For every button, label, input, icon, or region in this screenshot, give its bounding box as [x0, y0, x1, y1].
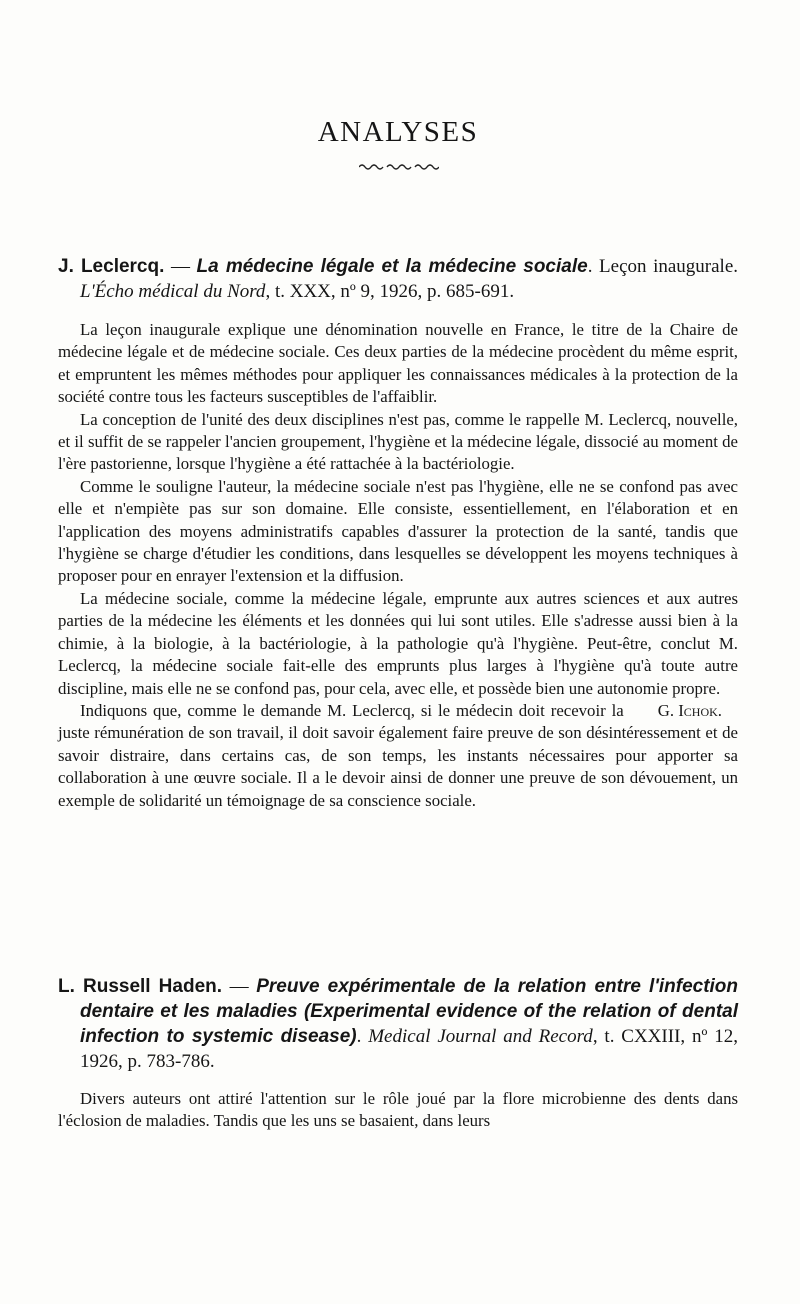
- paragraph-last: [58, 700, 738, 812]
- review-body: [58, 1088, 738, 1133]
- ornament-divider: [359, 161, 439, 173]
- review-heading: [58, 974, 738, 1074]
- paragraph: Divers auteurs ont attiré l'attention sur le rôle joué par la flore microbienne des dents dans l'éclosion de maladies. Tandis que les uns se basaient, dans leurs: [58, 1089, 738, 1131]
- review-heading: [58, 254, 738, 304]
- paragraph: La leçon inaugurale explique une dénomination nouvelle en France, le titre de la Chaire de médecine légale et de médecine sociale. Ces deux parties de la médecine procèdent du même esprit, et empruntent les mêmes méthodes pour appliquer les connaissances médicales à la protection de la société contre tous les facteurs susceptibles de l'affaiblir.: [58, 320, 738, 407]
- paragraph: La médecine sociale, comme la médecine légale, emprunte aux autres sciences et aux autres parties de la médecine les éléments et les données qui lui sont utiles. Elle s'adresse aussi bien à la chimie, à la biologie, à la bactériologie, à la pathologie qu'à l'hygiène. Peut-être, conclut M. Leclercq, la médecine sociale fait-elle des emprunts plus larges à l'hygiène qu'à toute autre discipline, mais elle ne se confond pas, pour cela, avec elle, et possède bien une autonomie propre.: [58, 588, 738, 698]
- review-haden: [58, 974, 738, 1133]
- review-reference: , t. CXXIII, nº 12, 1926, p. 783-786.: [80, 1026, 738, 1072]
- heading-punctuation: .: [356, 1026, 369, 1047]
- review-source: Medical Journal and Record: [368, 1026, 593, 1047]
- paragraph: La conception de l'unité des deux disciplines n'est pas, comme le rappelle M. Leclercq, nouvelle, et il suffit de se rappeler l'ancien groupement, l'hygiène et la médecine légale, dissocié au moment de l'ère pastorienne, lorsque l'hygiène a été rattachée à la bactériologie.: [58, 409, 738, 474]
- page-title: ANALYSES: [317, 116, 479, 148]
- reviewer-signature: G. Ichok.: [657, 700, 722, 720]
- review-title: Preuve expérimentale de la relation entre l'infection dentaire et les maladies (Experimental evidence of the relation of dental infection to systemic disease): [80, 976, 739, 1047]
- page: [58, 0, 738, 1304]
- review-source: L'Écho médical du Nord: [80, 281, 266, 302]
- review-title: La médecine légale et la médecine sociale: [196, 256, 588, 277]
- review-author: L. Russell Haden.: [58, 976, 223, 997]
- review-author: J. Leclercq.: [58, 256, 165, 277]
- heading-subtitle: . Leçon inaugurale.: [587, 256, 739, 277]
- heading-dash: —: [222, 976, 257, 997]
- heading-dash: —: [164, 256, 197, 277]
- review-leclercq: [58, 254, 738, 812]
- paragraph: Comme le souligne l'auteur, la médecine sociale n'est pas l'hygiène, elle ne se confond pas avec elle et n'empiète pas sur son domaine. Elle consiste, essentiellement, en l'élaboration et en l'application des moyens administratifs capables d'assurer la protection de la santé, tandis que l'hygiène se charge d'étudier les conditions, dans lesquelles se développent les moyens techniques à proposer pour en enrayer l'extension et la diffusion.: [58, 476, 738, 586]
- review-reference: , t. XXX, nº 9, 1926, p. 685-691.: [265, 281, 515, 302]
- review-body: [58, 319, 738, 812]
- paragraph-text: Indiquons que, comme le demande M. Leclercq, si le médecin doit recevoir la juste rémunération de son travail, il doit savoir également faire preuve de son désintéressement et de savoir distraire, dans certains cas, de son temps, les instants nécessaires pour apporter sa collaboration à une œuvre sociale. Il a le devoir ainsi de donner une preuve de son dévouement, un exemple de solidarité un témoignage de sa conscience sociale.: [58, 700, 738, 810]
